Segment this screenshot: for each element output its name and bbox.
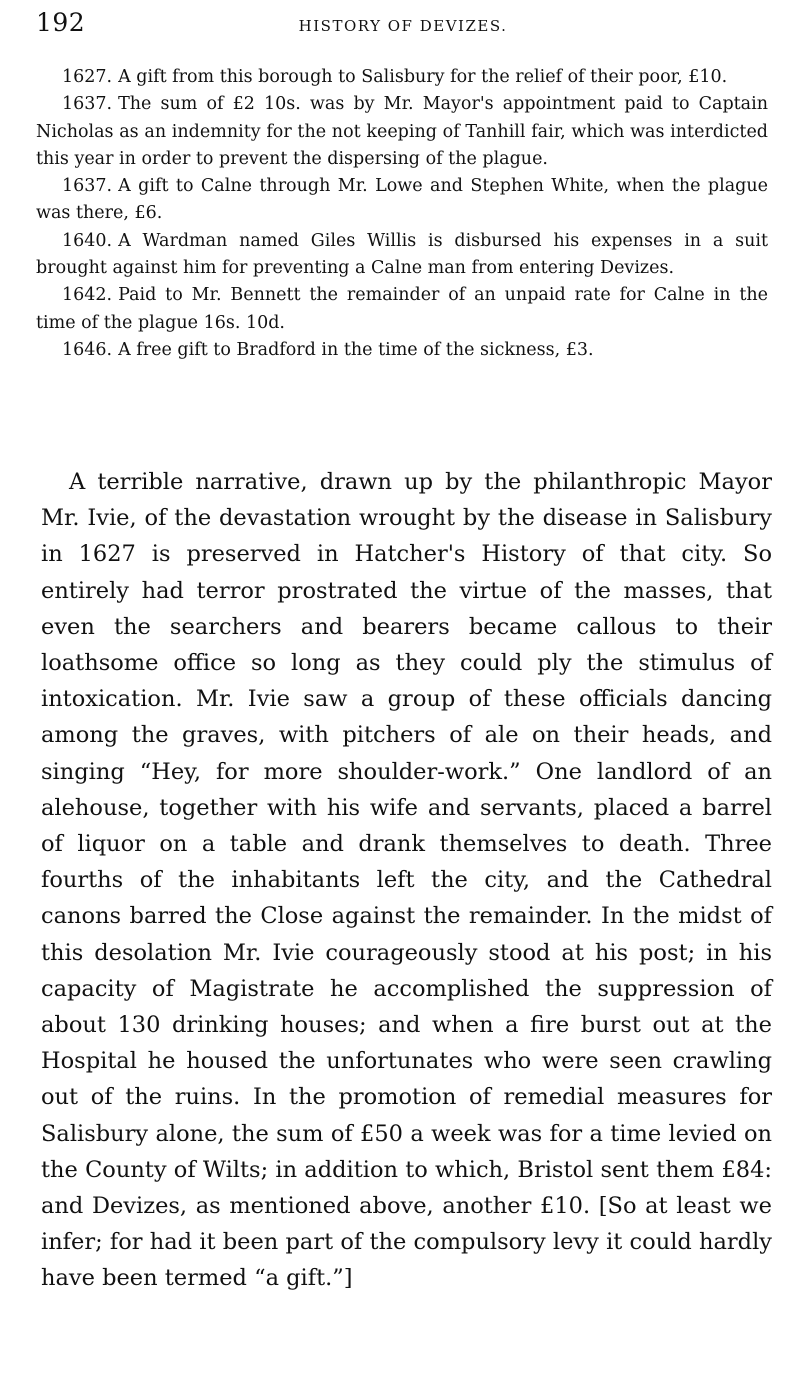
- entry-text: A Wardman named Giles Willis is disbursed his expenses in a suit brought against him for preventing a Calne man from entering Devizes.: [36, 230, 768, 279]
- entry-year: 1642.: [62, 285, 113, 306]
- ledger-entry: [36, 228, 768, 283]
- ledger-entry: [36, 282, 768, 337]
- ledger-entry: [36, 91, 768, 173]
- ledger-entry: [36, 337, 768, 364]
- entry-text: Paid to Mr. Bennett the remainder of an unpaid rate for Calne in the time of the plague 16s. 10d.: [36, 285, 768, 333]
- entry-text: The sum of £2 10s. was by Mr. Mayor's appointment paid to Captain Nicholas as an indemnity for the not keeping of Tanhill fair, which was interdicted this year in order to prevent the dispersing of the plague.: [36, 94, 768, 169]
- entry-text: A gift from this borough to Salisbury for the relief of their poor, £10.: [118, 67, 728, 87]
- page-header: [36, 8, 770, 42]
- entry-year: 1640.: [62, 230, 113, 251]
- entry-text: A free gift to Bradford in the time of the sickness, £3.: [118, 339, 594, 360]
- ledger-entry: [36, 173, 768, 228]
- entry-year: 1646.: [62, 339, 113, 360]
- narrative-paragraph: A terrible narrative, drawn up by the philanthropic Mayor Mr. Ivie, of the devastation wrought by the disease in Salisbury in 1627 is preserved in Hatcher's History of that city. So entirely had terror prostrated the virtue of the masses, that even the searchers and bearers became callous to their loathsome office so long as they could ply the stimulus of intoxication. Mr. Ivie saw a group of these officials dancing among the graves, with pitchers of ale on their heads, and singing “Hey, for more shoulder-work.” One landlord of an alehouse, together with his wife and servants, placed a barrel of liquor on a table and drank themselves to death. Three fourths of the inhabitants left the city, and the Cathedral canons barred the Close against the remainder. In the midst of this desolation Mr. Ivie courageously stood at his post; in his capacity of Magistrate he accomplished the suppression of about 130 drinking houses; and when a fire burst out at the Hospital he housed the unfortunates who were seen crawling out of the ruins. In the promotion of remedial measures for Salisbury alone, the sum of £50 a week was for a time levied on the County of Wilts; in addition to which, Bristol sent them £84: and Devizes, as mentioned above, another £10. [So at least we infer; for had it been part of the compulsory levy it could hardly have been termed “a gift.”]: [41, 469, 772, 1292]
- entry-text: A gift to Calne through Mr. Lowe and Stephen White, when the plague was there, £6.: [36, 176, 768, 224]
- ledger-entry: [36, 64, 768, 91]
- entry-year: 1637.: [62, 176, 113, 197]
- running-title: HISTORY OF DEVIZES.: [298, 17, 508, 35]
- page-number: 192: [36, 8, 86, 37]
- entry-year: 1627.: [62, 67, 113, 87]
- entry-year: 1637.: [62, 94, 113, 115]
- ledger-entries: [36, 64, 768, 364]
